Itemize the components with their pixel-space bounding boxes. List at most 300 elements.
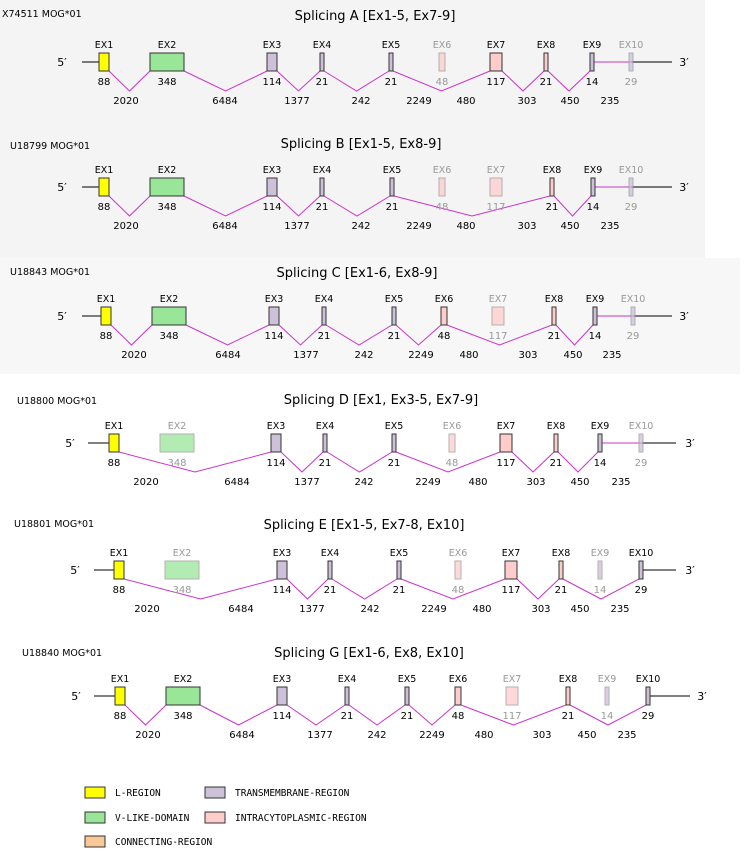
accession-label: U18800 MOG*01: [17, 396, 98, 407]
three-prime-label: 3′: [685, 564, 695, 577]
splice-connector: [184, 196, 267, 216]
exon-9-size: 14: [600, 711, 614, 722]
exon-6-size: 48: [451, 711, 465, 722]
exon-7-box: [490, 178, 502, 196]
exon-6-label: EX6: [448, 548, 468, 559]
exon-3-box: [277, 561, 287, 579]
exon-5-label: EX5: [381, 40, 401, 51]
exon-1-size: 88: [97, 77, 111, 88]
exon-6-box: [439, 178, 445, 196]
exon-4-label: EX4: [314, 294, 334, 305]
exon-7-box: [492, 307, 504, 325]
exon-4-size: 21: [323, 585, 337, 596]
exon-1-label: EX1: [94, 165, 114, 176]
exon-7-label: EX7: [502, 674, 522, 685]
five-prime-label: 5′: [57, 56, 67, 69]
exon-2-box: [150, 178, 184, 196]
splice-connector: [279, 325, 322, 345]
splice-connector: [186, 325, 269, 345]
intron-3-size: 1377: [284, 96, 310, 107]
panel-title: Splicing E [Ex1-5, Ex7-8, Ex10]: [263, 518, 465, 533]
legend-item: [85, 812, 190, 824]
exon-8-box: [544, 53, 548, 71]
exon-1-box: [101, 307, 111, 325]
intron-2-size: 6484: [228, 604, 254, 615]
exon-8-box: [559, 561, 563, 579]
splice-connector: [287, 705, 345, 725]
exon-10-box: [639, 561, 643, 579]
exon-6-box: [449, 434, 455, 452]
exon-8-label: EX8: [558, 674, 578, 685]
exon-4-size: 21: [317, 331, 331, 342]
exon-5-label: EX5: [384, 421, 404, 432]
intron-3-size: 1377: [307, 730, 333, 741]
exon-3-label: EX3: [266, 421, 286, 432]
exon-7-box: [490, 53, 502, 71]
intron-7-size: 303: [518, 350, 538, 361]
legend-item: [85, 787, 161, 799]
exon-9-label: EX9: [582, 40, 602, 51]
exon-8-label: EX8: [542, 165, 562, 176]
intron-6-size: 480: [474, 730, 494, 741]
exon-8-box: [552, 307, 556, 325]
exon-10-size: 29: [634, 585, 648, 596]
intron-5-size: 2249: [406, 96, 432, 107]
exon-1-label: EX1: [109, 548, 129, 559]
intron-5-size: 2249: [421, 604, 447, 615]
exon-4-size: 21: [315, 77, 329, 88]
splice-connector: [109, 196, 150, 216]
legend-swatch: [85, 836, 105, 847]
intron-2-size: 6484: [212, 96, 238, 107]
intron-9-size: 235: [611, 477, 631, 488]
three-prime-label: 3′: [679, 56, 689, 69]
splice-connector: [558, 452, 598, 472]
exon-6-size: 48: [451, 585, 465, 596]
exon-8-label: EX8: [544, 294, 564, 305]
splice-connector: [287, 579, 328, 599]
intron-4-size: 242: [354, 350, 374, 361]
splice-connector: [277, 71, 320, 91]
exon-4-box: [328, 561, 332, 579]
legend-item: [85, 836, 213, 848]
exon-5-size: 21: [387, 331, 401, 342]
legend-swatch: [85, 787, 105, 798]
splice-connector: [200, 705, 277, 725]
exon-1-size: 88: [99, 331, 113, 342]
intron-2-size: 6484: [229, 730, 255, 741]
exon-10-size: 29: [626, 331, 640, 342]
exon-1-size: 88: [112, 585, 126, 596]
exon-5-size: 21: [387, 458, 401, 469]
splice-connector: [548, 71, 590, 91]
exon-10-box: [629, 53, 633, 71]
exon-5-size: 21: [392, 585, 406, 596]
exon-9-label: EX9: [585, 294, 605, 305]
exon-4-box: [323, 434, 327, 452]
exon-6-box: [439, 53, 445, 71]
exon-1-box: [109, 434, 119, 452]
exon-3-label: EX3: [262, 40, 282, 51]
exon-2-size: 348: [157, 202, 177, 213]
accession-label: U18801 MOG*01: [14, 519, 95, 530]
intron-5-size: 2249: [406, 221, 432, 232]
exon-3-size: 114: [262, 202, 282, 213]
exon-10-label: EX10: [618, 165, 644, 176]
exon-7-label: EX7: [501, 548, 521, 559]
exon-2-label: EX2: [159, 294, 179, 305]
intron-1-size: 2020: [121, 350, 147, 361]
panel-title: Splicing B [Ex1-5, Ex8-9]: [280, 137, 442, 152]
exon-10-label: EX10: [635, 674, 661, 685]
exon-4-size: 21: [340, 711, 354, 722]
exon-9-size: 14: [593, 458, 607, 469]
exon-8-size: 21: [549, 458, 563, 469]
intron-2-size: 6484: [215, 350, 241, 361]
splice-connector: [332, 579, 397, 599]
intron-8-size: 450: [560, 96, 580, 107]
exon-7-box: [505, 561, 517, 579]
panel-title: Splicing D [Ex1, Ex3-5, Ex7-9]: [283, 393, 479, 408]
exon-1-label: EX1: [104, 421, 124, 432]
splice-connector: [124, 579, 277, 599]
three-prime-label: 3′: [697, 690, 707, 703]
three-prime-label: 3′: [679, 310, 689, 323]
exon-9-label: EX9: [590, 421, 610, 432]
intron-1-size: 2020: [113, 96, 139, 107]
splice-connector: [394, 196, 550, 216]
exon-9-label: EX9: [590, 548, 610, 559]
exon-10-label: EX10: [618, 40, 644, 51]
exon-7-label: EX7: [496, 421, 516, 432]
intron-7-size: 303: [517, 96, 537, 107]
exon-8-box: [554, 434, 558, 452]
three-prime-label: 3′: [679, 181, 689, 194]
exon-6-label: EX6: [434, 294, 454, 305]
exon-4-size: 21: [318, 458, 332, 469]
exon-2-size: 348: [167, 458, 187, 469]
exon-1-size: 88: [113, 711, 127, 722]
three-prime-label: 3′: [685, 437, 695, 450]
intron-1-size: 2020: [133, 477, 159, 488]
exon-3-label: EX3: [272, 548, 292, 559]
splice-connector: [324, 196, 390, 216]
legend-swatch: [205, 787, 225, 798]
exon-4-box: [320, 53, 324, 71]
splice-connector: [554, 196, 591, 216]
splice-connector: [409, 705, 455, 725]
splicing-panel-d: [17, 393, 695, 488]
exon-2-size: 348: [157, 77, 177, 88]
intron-6-size: 480: [456, 221, 476, 232]
intron-1-size: 2020: [135, 730, 161, 741]
splice-connector: [109, 71, 150, 91]
exon-3-size: 114: [272, 711, 292, 722]
exon-6-label: EX6: [432, 165, 452, 176]
exon-1-size: 88: [107, 458, 121, 469]
intron-8-size: 450: [577, 730, 597, 741]
exon-1-size: 88: [97, 202, 111, 213]
exon-2-size: 348: [173, 711, 193, 722]
exon-10-size: 29: [624, 202, 638, 213]
exon-9-size: 14: [585, 77, 599, 88]
exon-2-label: EX2: [172, 548, 192, 559]
exon-7-size: 117: [502, 711, 522, 722]
exon-3-label: EX3: [272, 674, 292, 685]
exon-7-label: EX7: [488, 294, 508, 305]
exon-6-box: [455, 687, 461, 705]
exon-6-size: 48: [435, 77, 449, 88]
exon-3-size: 114: [262, 77, 282, 88]
exon-2-label: EX2: [157, 165, 177, 176]
exon-4-label: EX4: [312, 40, 332, 51]
exon-2-box: [152, 307, 186, 325]
accession-label: X74511 MOG*01: [2, 9, 82, 20]
exon-5-label: EX5: [382, 165, 402, 176]
splice-connector: [517, 579, 559, 599]
exon-1-label: EX1: [110, 674, 130, 685]
intron-4-size: 242: [354, 477, 374, 488]
splicing-panel-e: [14, 518, 695, 615]
exon-4-size: 21: [315, 202, 329, 213]
exon-3-box: [267, 53, 277, 71]
intron-9-size: 235: [600, 96, 620, 107]
intron-3-size: 1377: [284, 221, 310, 232]
exon-9-box: [593, 307, 597, 325]
intron-6-size: 480: [456, 96, 476, 107]
intron-4-size: 242: [360, 604, 380, 615]
splice-connector: [556, 325, 593, 345]
splice-connector: [326, 325, 392, 345]
exon-7-size: 117: [501, 585, 521, 596]
exon-1-label: EX1: [96, 294, 116, 305]
intron-6-size: 480: [472, 604, 492, 615]
exon-5-size: 21: [384, 77, 398, 88]
exon-4-label: EX4: [315, 421, 335, 432]
exon-4-label: EX4: [312, 165, 332, 176]
exon-7-size: 117: [496, 458, 516, 469]
exon-1-box: [115, 687, 125, 705]
exon-1-box: [114, 561, 124, 579]
exon-9-box: [605, 687, 609, 705]
exon-2-label: EX2: [167, 421, 187, 432]
five-prime-label: 5′: [57, 181, 67, 194]
intron-5-size: 2249: [419, 730, 445, 741]
legend-label: CONNECTING-REGION: [115, 837, 213, 848]
intron-6-size: 480: [459, 350, 479, 361]
exon-3-size: 114: [266, 458, 286, 469]
exon-1-label: EX1: [94, 40, 114, 51]
splice-connector: [281, 452, 323, 472]
exon-9-size: 14: [588, 331, 602, 342]
exon-5-box: [390, 178, 394, 196]
intron-3-size: 1377: [294, 477, 320, 488]
exon-8-size: 21: [545, 202, 559, 213]
intron-9-size: 235: [610, 604, 630, 615]
exon-10-size: 29: [624, 77, 638, 88]
exon-2-box: [150, 53, 184, 71]
exon-2-box: [166, 687, 200, 705]
intron-6-size: 480: [468, 477, 488, 488]
exon-6-label: EX6: [442, 421, 462, 432]
intron-3-size: 1377: [293, 350, 319, 361]
exon-7-box: [506, 687, 518, 705]
intron-9-size: 235: [617, 730, 637, 741]
exon-7-size: 117: [486, 202, 506, 213]
exon-8-size: 21: [561, 711, 575, 722]
legend-swatch: [85, 812, 105, 823]
intron-3-size: 1377: [299, 604, 325, 615]
splicing-panel-c: [10, 266, 689, 361]
exon-2-label: EX2: [173, 674, 193, 685]
intron-7-size: 303: [531, 604, 551, 615]
exon-10-label: EX10: [628, 548, 654, 559]
intron-8-size: 450: [570, 604, 590, 615]
exon-6-size: 48: [445, 458, 459, 469]
exon-7-label: EX7: [486, 40, 506, 51]
exon-7-label: EX7: [486, 165, 506, 176]
exon-8-label: EX8: [551, 548, 571, 559]
exon-9-size: 14: [593, 585, 607, 596]
exon-6-size: 48: [437, 331, 451, 342]
legend-item: [205, 787, 350, 799]
splice-connector: [111, 325, 152, 345]
five-prime-label: 5′: [71, 690, 81, 703]
exon-5-label: EX5: [397, 674, 417, 685]
exon-5-size: 21: [400, 711, 414, 722]
intron-4-size: 242: [351, 221, 371, 232]
splice-connector: [349, 705, 405, 725]
exon-2-box: [165, 561, 199, 579]
intron-2-size: 6484: [224, 477, 250, 488]
legend-label: INTRACYTOPLASMIC-REGION: [235, 813, 367, 824]
intron-4-size: 242: [351, 96, 371, 107]
intron-2-size: 6484: [212, 221, 238, 232]
exon-9-size: 14: [586, 202, 600, 213]
exon-4-label: EX4: [337, 674, 357, 685]
exon-10-box: [629, 178, 633, 196]
exon-5-label: EX5: [384, 294, 404, 305]
exon-3-box: [267, 178, 277, 196]
exon-5-label: EX5: [389, 548, 409, 559]
exon-8-label: EX8: [536, 40, 556, 51]
exon-6-label: EX6: [432, 40, 452, 51]
five-prime-label: 5′: [65, 437, 75, 450]
intron-9-size: 235: [602, 350, 622, 361]
exon-10-box: [646, 687, 650, 705]
exon-10-box: [631, 307, 635, 325]
splice-connector: [125, 705, 166, 725]
exon-10-size: 29: [634, 458, 648, 469]
exon-1-box: [99, 178, 109, 196]
exon-8-size: 21: [547, 331, 561, 342]
accession-label: U18843 MOG*01: [10, 267, 91, 278]
intron-4-size: 242: [367, 730, 387, 741]
exon-3-size: 114: [272, 585, 292, 596]
exon-6-size: 48: [435, 202, 449, 213]
intron-7-size: 303: [532, 730, 552, 741]
panel-title: Splicing G [Ex1-6, Ex8, Ex10]: [274, 646, 464, 661]
splicing-panel-a: [2, 9, 689, 107]
intron-8-size: 450: [570, 477, 590, 488]
exon-8-size: 21: [539, 77, 553, 88]
exon-9-box: [591, 178, 595, 196]
exon-8-box: [550, 178, 554, 196]
exon-3-box: [271, 434, 281, 452]
exon-2-box: [160, 434, 194, 452]
exon-7-box: [500, 434, 512, 452]
exon-9-label: EX9: [583, 165, 603, 176]
exon-1-box: [99, 53, 109, 71]
panel-title: Splicing A [Ex1-5, Ex7-9]: [294, 9, 456, 24]
splicing-panel-f: [22, 646, 707, 741]
exon-5-size: 21: [385, 202, 399, 213]
exon-4-box: [320, 178, 324, 196]
exon-9-box: [598, 434, 602, 452]
accession-label: U18799 MOG*01: [10, 141, 91, 152]
intron-8-size: 450: [563, 350, 583, 361]
intron-1-size: 2020: [134, 604, 160, 615]
exon-4-box: [345, 687, 349, 705]
legend-item: [205, 812, 367, 824]
intron-1-size: 2020: [113, 221, 139, 232]
exon-3-box: [277, 687, 287, 705]
exon-2-label: EX2: [157, 40, 177, 51]
splicing-panel-b: [10, 137, 689, 232]
splice-connector: [512, 452, 554, 472]
exon-2-size: 348: [159, 331, 179, 342]
exon-4-box: [322, 307, 326, 325]
exon-9-label: EX9: [597, 674, 617, 685]
exon-3-size: 114: [264, 331, 284, 342]
exon-7-size: 117: [488, 331, 508, 342]
accession-label: U18840 MOG*01: [22, 648, 103, 659]
legend-label: TRANSMEMBRANE-REGION: [235, 788, 350, 799]
intron-9-size: 235: [600, 221, 620, 232]
exon-8-box: [566, 687, 570, 705]
legend-label: V-LIKE-DOMAIN: [115, 813, 190, 824]
legend-label: L-REGION: [115, 788, 161, 799]
splice-connector: [502, 71, 544, 91]
legend-swatch: [205, 812, 225, 823]
exon-10-box: [639, 434, 643, 452]
intron-7-size: 303: [526, 477, 546, 488]
intron-7-size: 303: [517, 221, 537, 232]
exon-4-label: EX4: [320, 548, 340, 559]
exon-6-label: EX6: [448, 674, 468, 685]
exon-10-label: EX10: [628, 421, 654, 432]
exon-9-box: [590, 53, 594, 71]
splice-connector: [119, 452, 271, 472]
exon-5-box: [397, 561, 401, 579]
splice-connector: [396, 325, 441, 345]
splice-connector: [327, 452, 392, 472]
intron-5-size: 2249: [408, 350, 434, 361]
exon-3-box: [269, 307, 279, 325]
exon-8-label: EX8: [546, 421, 566, 432]
five-prime-label: 5′: [57, 310, 67, 323]
exon-5-box: [389, 53, 393, 71]
exon-7-size: 117: [486, 77, 506, 88]
panel-title: Splicing C [Ex1-6, Ex8-9]: [276, 266, 438, 281]
splice-connector: [324, 71, 389, 91]
exon-3-label: EX3: [264, 294, 284, 305]
exon-6-box: [455, 561, 461, 579]
splice-connector: [184, 71, 267, 91]
intron-5-size: 2249: [415, 477, 441, 488]
splice-connector: [277, 196, 320, 216]
exon-6-box: [441, 307, 447, 325]
